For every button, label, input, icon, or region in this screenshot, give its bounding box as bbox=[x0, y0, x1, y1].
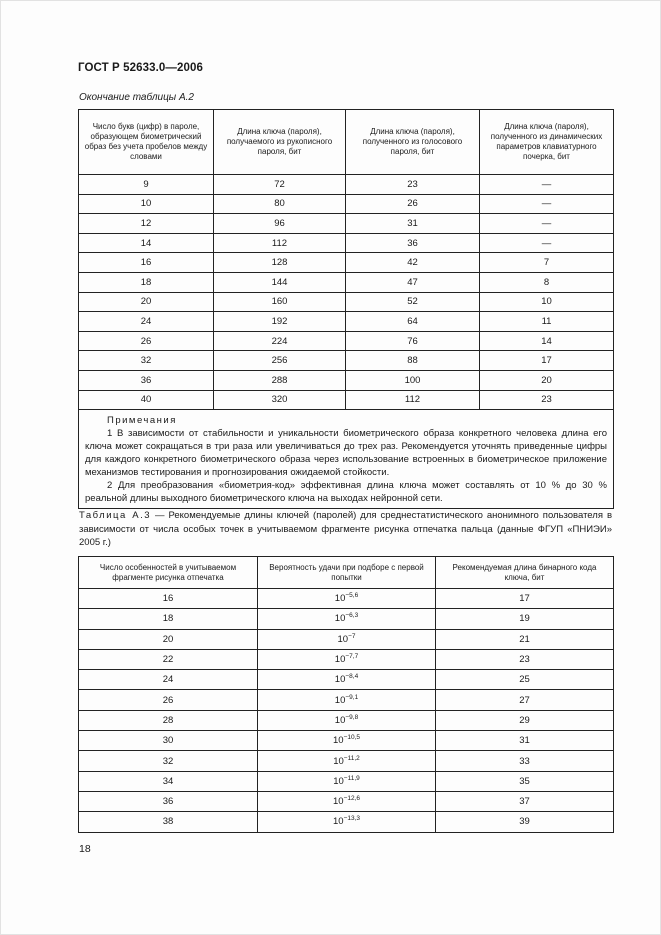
table-cell: 32 bbox=[79, 351, 214, 371]
probability-base: 10 bbox=[334, 694, 346, 706]
table-cell: 12 bbox=[79, 214, 214, 234]
feature-count-cell: 26 bbox=[79, 690, 258, 710]
probability-cell bbox=[258, 690, 436, 710]
table-a2-body bbox=[79, 175, 614, 410]
table-row bbox=[79, 690, 614, 710]
key-length-cell: 33 bbox=[436, 751, 614, 771]
probability-exponent: −5,6 bbox=[345, 592, 359, 600]
table-cell: 320 bbox=[214, 390, 346, 410]
key-length-cell: 37 bbox=[436, 791, 614, 811]
table-cell: — bbox=[480, 233, 614, 253]
table-row bbox=[79, 731, 614, 751]
table-cell: 17 bbox=[480, 351, 614, 371]
key-length-cell: 25 bbox=[436, 670, 614, 690]
probability-base: 10 bbox=[334, 714, 346, 726]
probability-cell bbox=[258, 629, 436, 649]
table-a3-body bbox=[79, 589, 614, 833]
probability-cell bbox=[258, 751, 436, 771]
probability-cell bbox=[258, 670, 436, 690]
probability-base: 10 bbox=[332, 796, 344, 808]
key-length-cell: 31 bbox=[436, 731, 614, 751]
probability-cell bbox=[258, 812, 436, 832]
table-cell: 100 bbox=[346, 370, 480, 390]
feature-count-cell: 36 bbox=[79, 791, 258, 811]
probability-exponent: −13,3 bbox=[343, 815, 361, 823]
table-row bbox=[79, 390, 614, 410]
column-header: Длина ключа (пароля), полученного из динамических параметров клавиатурного почерка, бит bbox=[480, 110, 614, 175]
feature-count-cell: 30 bbox=[79, 731, 258, 751]
table-cell: 23 bbox=[480, 390, 614, 410]
feature-count-cell: 22 bbox=[79, 649, 258, 669]
table-cell: 224 bbox=[214, 331, 346, 351]
table-row bbox=[79, 670, 614, 690]
probability-cell bbox=[258, 771, 436, 791]
table-row bbox=[79, 194, 614, 214]
table-row bbox=[79, 812, 614, 832]
table-cell: 76 bbox=[346, 331, 480, 351]
table-row bbox=[79, 791, 614, 811]
probability-exponent: −9,1 bbox=[345, 693, 359, 701]
column-header: Вероятность удачи при подборе с первой попытки bbox=[258, 557, 436, 589]
key-length-cell: 17 bbox=[436, 589, 614, 609]
notes-heading: Примечания bbox=[107, 415, 177, 427]
probability-base: 10 bbox=[333, 775, 344, 787]
feature-count-cell: 28 bbox=[79, 710, 258, 730]
table-row bbox=[79, 771, 614, 791]
probability-base: 10 bbox=[334, 613, 346, 625]
feature-count-cell: 32 bbox=[79, 751, 258, 771]
table-cell: 42 bbox=[346, 253, 480, 273]
table-cell: 96 bbox=[214, 214, 346, 234]
feature-count-cell: 24 bbox=[79, 670, 258, 690]
column-header: Длина ключа (пароля), получаемого из рукописного пароля, бит bbox=[214, 110, 346, 175]
table-cell: 288 bbox=[214, 370, 346, 390]
probability-base: 10 bbox=[337, 633, 349, 645]
probability-exponent: −7,7 bbox=[345, 653, 359, 661]
standard-header: ГОСТ Р 52633.0—2006 bbox=[78, 62, 203, 74]
probability-base: 10 bbox=[334, 654, 346, 666]
table-cell: 36 bbox=[346, 233, 480, 253]
probability-cell bbox=[258, 649, 436, 669]
probability-cell bbox=[258, 609, 436, 629]
probability-cell bbox=[258, 731, 436, 751]
table-a2-caption: Окончание таблицы А.2 bbox=[79, 92, 194, 103]
table-cell: 80 bbox=[214, 194, 346, 214]
table-cell: 31 bbox=[346, 214, 480, 234]
key-length-cell: 21 bbox=[436, 629, 614, 649]
table-row bbox=[79, 272, 614, 292]
table-a3-caption-label: Таблица А.3 bbox=[79, 510, 151, 521]
table-cell: 14 bbox=[480, 331, 614, 351]
table-cell: 128 bbox=[214, 253, 346, 273]
page-number: 18 bbox=[79, 843, 91, 855]
table-cell: 7 bbox=[480, 253, 614, 273]
key-length-cell: 29 bbox=[436, 710, 614, 730]
table-a3-caption-text: — Рекомендуемые длины ключей (паролей) для среднестатистического анонимного пользователя в зависимости от числа особых точек в учитываемом фрагменте рисунка отпечатка пальца (данные ФГУП «ПНИЭИ» 2005 г.) bbox=[79, 510, 612, 548]
table-row bbox=[79, 629, 614, 649]
probability-base: 10 bbox=[332, 816, 344, 828]
table-cell: 10 bbox=[480, 292, 614, 312]
table-cell: 47 bbox=[346, 272, 480, 292]
table-cell: 20 bbox=[480, 370, 614, 390]
probability-exponent: −11,2 bbox=[343, 754, 360, 762]
feature-count-cell: 38 bbox=[79, 812, 258, 832]
note-item: 2 Для преобразования «биометрия-код» эффективная длина ключа может составлять от 10 % до 30 % реальной длины выходного биометрического ключа на выходах нейронной сети. bbox=[85, 480, 607, 505]
note-item: 1 В зависимости от стабильности и уникальности биометрического образа конкретного человека длина его ключа может сокращаться в три раза или увеличиваться до трех раз. Рекомендуется уточнять приведенные цифры для каждого конкретного биометрического образа через использование встроенных в биометрическое приложение механизмов тестирования и прогнозирования ожидаемой стойкости. bbox=[85, 428, 607, 479]
notes-row bbox=[79, 410, 614, 509]
table-row bbox=[79, 233, 614, 253]
table-row bbox=[79, 710, 614, 730]
table-cell: 88 bbox=[346, 351, 480, 371]
feature-count-cell: 16 bbox=[79, 589, 258, 609]
table-cell: — bbox=[480, 214, 614, 234]
table-cell: 18 bbox=[79, 272, 214, 292]
probability-exponent: −8,4 bbox=[345, 673, 359, 681]
table-a2 bbox=[78, 109, 614, 509]
feature-count-cell: 34 bbox=[79, 771, 258, 791]
probability-exponent: −10,5 bbox=[343, 734, 361, 742]
table-row bbox=[79, 751, 614, 771]
table-cell: 256 bbox=[214, 351, 346, 371]
table-cell: 8 bbox=[480, 272, 614, 292]
table-row bbox=[79, 589, 614, 609]
table-cell: 14 bbox=[79, 233, 214, 253]
probability-exponent: −7 bbox=[348, 632, 356, 640]
table-cell: 112 bbox=[214, 233, 346, 253]
key-length-cell: 39 bbox=[436, 812, 614, 832]
column-header: Число букв (цифр) в пароле, образующем биометрический образ без учета пробелов между словами bbox=[79, 110, 214, 175]
column-header: Длина ключа (пароля), полученного из голосового пароля, бит bbox=[346, 110, 480, 175]
probability-cell bbox=[258, 589, 436, 609]
probability-base: 10 bbox=[332, 735, 344, 747]
probability-cell bbox=[258, 710, 436, 730]
probability-base: 10 bbox=[334, 593, 346, 605]
table-row bbox=[79, 649, 614, 669]
feature-count-cell: 18 bbox=[79, 609, 258, 629]
table-cell: 20 bbox=[79, 292, 214, 312]
table-cell: 24 bbox=[79, 312, 214, 332]
table-cell: 26 bbox=[346, 194, 480, 214]
table-cell: 10 bbox=[79, 194, 214, 214]
probability-exponent: −9,8 bbox=[345, 713, 359, 721]
column-header: Число особенностей в учитываемом фрагменте рисунка отпечатка bbox=[79, 557, 258, 589]
key-length-cell: 27 bbox=[436, 690, 614, 710]
table-row bbox=[79, 175, 614, 195]
table-cell: 40 bbox=[79, 390, 214, 410]
table-row bbox=[79, 331, 614, 351]
table-row bbox=[79, 253, 614, 273]
table-cell: 72 bbox=[214, 175, 346, 195]
notes-cell bbox=[79, 410, 614, 509]
table-cell: 192 bbox=[214, 312, 346, 332]
feature-count-cell: 20 bbox=[79, 629, 258, 649]
table-header-row bbox=[79, 557, 614, 589]
probability-cell bbox=[258, 791, 436, 811]
table-row bbox=[79, 370, 614, 390]
table-row bbox=[79, 609, 614, 629]
table-cell: 23 bbox=[346, 175, 480, 195]
table-cell: — bbox=[480, 194, 614, 214]
table-a3 bbox=[78, 556, 614, 833]
table-cell: 26 bbox=[79, 331, 214, 351]
table-cell: 112 bbox=[346, 390, 480, 410]
table-cell: 144 bbox=[214, 272, 346, 292]
table-cell: 9 bbox=[79, 175, 214, 195]
table-cell: 11 bbox=[480, 312, 614, 332]
table-cell: 52 bbox=[346, 292, 480, 312]
table-cell: — bbox=[480, 175, 614, 195]
table-row bbox=[79, 351, 614, 371]
table-cell: 64 bbox=[346, 312, 480, 332]
key-length-cell: 35 bbox=[436, 771, 614, 791]
table-row bbox=[79, 214, 614, 234]
probability-exponent: −11,9 bbox=[343, 774, 360, 782]
table-header-row bbox=[79, 110, 614, 175]
probability-exponent: −12,6 bbox=[343, 795, 361, 803]
column-header: Рекомендуемая длина бинарного кода ключа, бит bbox=[436, 557, 614, 589]
key-length-cell: 19 bbox=[436, 609, 614, 629]
table-row bbox=[79, 312, 614, 332]
table-cell: 36 bbox=[79, 370, 214, 390]
table-cell: 16 bbox=[79, 253, 214, 273]
probability-base: 10 bbox=[333, 755, 344, 767]
table-a3-caption bbox=[79, 509, 612, 550]
probability-exponent: −6,3 bbox=[345, 612, 359, 620]
table-row bbox=[79, 292, 614, 312]
key-length-cell: 23 bbox=[436, 649, 614, 669]
probability-base: 10 bbox=[334, 674, 346, 686]
table-cell: 160 bbox=[214, 292, 346, 312]
